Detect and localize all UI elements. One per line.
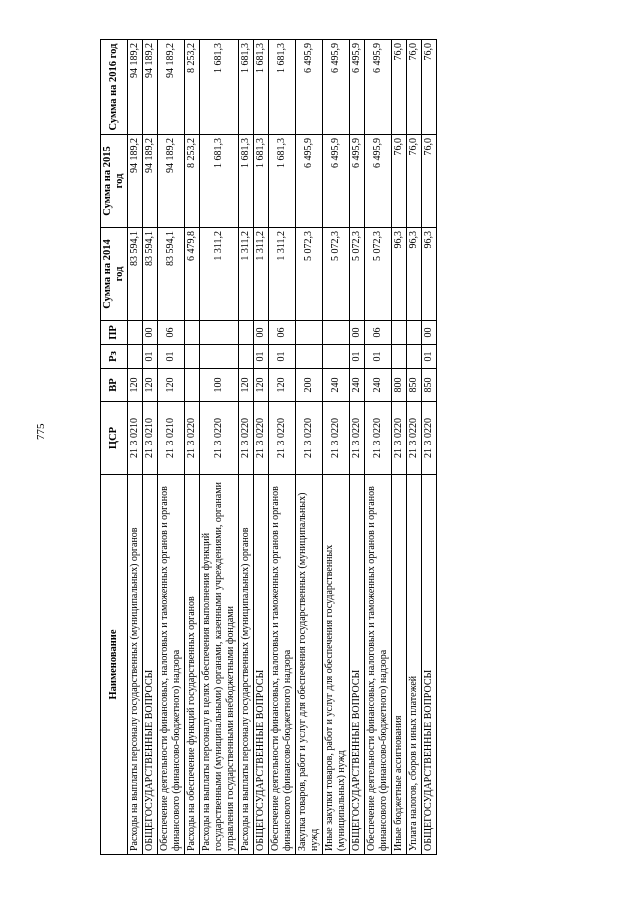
cell-name: Расходы на выплаты персоналу государственных (муниципальных) органов bbox=[239, 475, 254, 855]
cell-rz: 01 bbox=[269, 345, 296, 369]
cell-rz bbox=[296, 345, 323, 369]
cell-vr: 850 bbox=[422, 369, 437, 402]
table-row bbox=[143, 40, 158, 855]
table-row bbox=[392, 40, 407, 855]
cell-rz bbox=[407, 345, 422, 369]
cell-sum-2015: 76,0 bbox=[407, 135, 422, 228]
cell-sum-2014: 6 479,8 bbox=[185, 228, 200, 321]
cell-sum-2015: 94 189,2 bbox=[143, 135, 158, 228]
cell-sum-2015: 1 681,3 bbox=[269, 135, 296, 228]
table-row bbox=[254, 40, 269, 855]
cell-pr bbox=[239, 321, 254, 345]
cell-rz bbox=[128, 345, 143, 369]
cell-name: Расходы на обеспечение функций государственных органов bbox=[185, 475, 200, 855]
cell-csr: 21 3 0210 bbox=[143, 402, 158, 475]
header-rz: Рз bbox=[101, 345, 128, 369]
cell-name: Иные бюджетные ассигнования bbox=[392, 475, 407, 855]
cell-name: Обеспечение деятельности финансовых, налоговых и таможенных органов и органов финансового (финансово-бюджетного) надзора bbox=[365, 475, 392, 855]
cell-rz bbox=[323, 345, 350, 369]
table-row bbox=[323, 40, 350, 855]
cell-vr bbox=[185, 369, 200, 402]
cell-sum-2015: 76,0 bbox=[422, 135, 437, 228]
cell-csr: 21 3 0220 bbox=[323, 402, 350, 475]
cell-vr: 120 bbox=[158, 369, 185, 402]
cell-name: Иные закупки товаров, работ и услуг для обеспечения государственных (муниципальных) нужд bbox=[323, 475, 350, 855]
cell-name: ОБЩЕГОСУДАРСТВЕННЫЕ ВОПРОСЫ bbox=[254, 475, 269, 855]
cell-vr: 800 bbox=[392, 369, 407, 402]
cell-rz bbox=[185, 345, 200, 369]
cell-rz bbox=[200, 345, 239, 369]
rotated-table-container bbox=[100, 40, 437, 855]
table-row bbox=[422, 40, 437, 855]
cell-pr bbox=[392, 321, 407, 345]
cell-sum-2016: 76,0 bbox=[392, 40, 407, 135]
table-header-row bbox=[101, 40, 128, 855]
cell-name: ОБЩЕГОСУДАРСТВЕННЫЕ ВОПРОСЫ bbox=[422, 475, 437, 855]
cell-name: Обеспечение деятельности финансовых, налоговых и таможенных органов и органов финансового (финансово-бюджетного) надзора bbox=[269, 475, 296, 855]
cell-name: Уплата налогов, сборов и иных платежей bbox=[407, 475, 422, 855]
cell-sum-2014: 5 072,3 bbox=[323, 228, 350, 321]
cell-sum-2016: 94 189,2 bbox=[143, 40, 158, 135]
cell-sum-2016: 1 681,3 bbox=[239, 40, 254, 135]
cell-name: ОБЩЕГОСУДАРСТВЕННЫЕ ВОПРОСЫ bbox=[143, 475, 158, 855]
cell-sum-2014: 83 594,1 bbox=[128, 228, 143, 321]
cell-sum-2014: 83 594,1 bbox=[143, 228, 158, 321]
cell-csr: 21 3 0220 bbox=[185, 402, 200, 475]
cell-rz bbox=[239, 345, 254, 369]
cell-rz: 01 bbox=[254, 345, 269, 369]
cell-csr: 21 3 0220 bbox=[296, 402, 323, 475]
table-row bbox=[269, 40, 296, 855]
cell-vr: 120 bbox=[254, 369, 269, 402]
cell-name: Расходы на выплаты персоналу в целях обеспечения выполнения функций государственными (муниципальными) органами, казенными учреждениями, органами управления государственными внебюджетными фондами bbox=[200, 475, 239, 855]
cell-pr: 06 bbox=[269, 321, 296, 345]
cell-rz: 01 bbox=[143, 345, 158, 369]
cell-vr: 850 bbox=[407, 369, 422, 402]
cell-vr: 240 bbox=[323, 369, 350, 402]
header-csr: ЦСР bbox=[101, 402, 128, 475]
cell-pr bbox=[185, 321, 200, 345]
cell-sum-2014: 96,3 bbox=[422, 228, 437, 321]
cell-pr: 00 bbox=[254, 321, 269, 345]
cell-rz bbox=[392, 345, 407, 369]
cell-vr: 200 bbox=[296, 369, 323, 402]
cell-vr: 120 bbox=[269, 369, 296, 402]
cell-sum-2016: 94 189,2 bbox=[128, 40, 143, 135]
cell-sum-2014: 83 594,1 bbox=[158, 228, 185, 321]
cell-pr bbox=[296, 321, 323, 345]
cell-sum-2014: 96,3 bbox=[407, 228, 422, 321]
cell-sum-2014: 1 311,2 bbox=[254, 228, 269, 321]
cell-csr: 21 3 0210 bbox=[158, 402, 185, 475]
cell-sum-2016: 6 495,9 bbox=[365, 40, 392, 135]
page-number: 775 bbox=[35, 423, 47, 440]
cell-pr: 06 bbox=[158, 321, 185, 345]
cell-name: Расходы на выплаты персоналу государственных (муниципальных) органов bbox=[128, 475, 143, 855]
cell-pr: 00 bbox=[143, 321, 158, 345]
cell-sum-2014: 5 072,3 bbox=[365, 228, 392, 321]
cell-vr: 120 bbox=[143, 369, 158, 402]
header-vr: ВР bbox=[101, 369, 128, 402]
cell-sum-2014: 5 072,3 bbox=[296, 228, 323, 321]
cell-name: Обеспечение деятельности финансовых, налоговых и таможенных органов и органов финансового (финансово-бюджетного) надзора bbox=[158, 475, 185, 855]
cell-rz: 01 bbox=[365, 345, 392, 369]
cell-csr: 21 3 0220 bbox=[269, 402, 296, 475]
cell-sum-2016: 76,0 bbox=[407, 40, 422, 135]
cell-pr: 06 bbox=[365, 321, 392, 345]
cell-sum-2015: 6 495,9 bbox=[296, 135, 323, 228]
cell-name: Закупка товаров, работ и услуг для обеспечения государственных (муниципальных) нужд bbox=[296, 475, 323, 855]
cell-sum-2015: 94 189,2 bbox=[158, 135, 185, 228]
cell-csr: 21 3 0220 bbox=[407, 402, 422, 475]
cell-sum-2014: 1 311,2 bbox=[200, 228, 239, 321]
budget-table bbox=[100, 39, 437, 855]
cell-sum-2016: 76,0 bbox=[422, 40, 437, 135]
table-row bbox=[200, 40, 239, 855]
cell-sum-2016: 6 495,9 bbox=[323, 40, 350, 135]
cell-sum-2015: 6 495,9 bbox=[365, 135, 392, 228]
cell-sum-2016: 1 681,3 bbox=[200, 40, 239, 135]
table-row bbox=[350, 40, 365, 855]
cell-csr: 21 3 0220 bbox=[350, 402, 365, 475]
cell-csr: 21 3 0220 bbox=[254, 402, 269, 475]
cell-pr bbox=[200, 321, 239, 345]
cell-csr: 21 3 0210 bbox=[128, 402, 143, 475]
cell-name: ОБЩЕГОСУДАРСТВЕННЫЕ ВОПРОСЫ bbox=[350, 475, 365, 855]
cell-pr bbox=[407, 321, 422, 345]
cell-sum-2016: 8 253,2 bbox=[185, 40, 200, 135]
cell-csr: 21 3 0220 bbox=[365, 402, 392, 475]
cell-sum-2015: 76,0 bbox=[392, 135, 407, 228]
cell-rz: 01 bbox=[350, 345, 365, 369]
cell-sum-2015: 8 253,2 bbox=[185, 135, 200, 228]
cell-sum-2016: 1 681,3 bbox=[269, 40, 296, 135]
cell-csr: 21 3 0220 bbox=[422, 402, 437, 475]
cell-sum-2014: 1 311,2 bbox=[239, 228, 254, 321]
cell-vr: 120 bbox=[128, 369, 143, 402]
table-row bbox=[128, 40, 143, 855]
cell-csr: 21 3 0220 bbox=[239, 402, 254, 475]
header-name: Наименование bbox=[101, 475, 128, 855]
cell-sum-2014: 1 311,2 bbox=[269, 228, 296, 321]
cell-csr: 21 3 0220 bbox=[200, 402, 239, 475]
cell-pr bbox=[128, 321, 143, 345]
cell-sum-2015: 6 495,9 bbox=[323, 135, 350, 228]
header-pr: ПР bbox=[101, 321, 128, 345]
cell-sum-2016: 94 189,2 bbox=[158, 40, 185, 135]
cell-sum-2015: 1 681,3 bbox=[254, 135, 269, 228]
cell-sum-2016: 6 495,9 bbox=[296, 40, 323, 135]
cell-sum-2014: 5 072,3 bbox=[350, 228, 365, 321]
cell-vr: 240 bbox=[365, 369, 392, 402]
header-sum-2015: Сумма на 2015 год bbox=[101, 135, 128, 228]
cell-rz: 01 bbox=[422, 345, 437, 369]
cell-rz: 01 bbox=[158, 345, 185, 369]
table-row bbox=[185, 40, 200, 855]
cell-sum-2015: 1 681,3 bbox=[239, 135, 254, 228]
table-row bbox=[365, 40, 392, 855]
header-sum-2014: Сумма на 2014 год bbox=[101, 228, 128, 321]
table-row bbox=[158, 40, 185, 855]
cell-sum-2015: 94 189,2 bbox=[128, 135, 143, 228]
cell-sum-2015: 1 681,3 bbox=[200, 135, 239, 228]
cell-pr bbox=[323, 321, 350, 345]
cell-vr: 100 bbox=[200, 369, 239, 402]
header-sum-2016: Сумма на 2016 год bbox=[101, 40, 128, 135]
cell-sum-2015: 6 495,9 bbox=[350, 135, 365, 228]
table-row bbox=[239, 40, 254, 855]
cell-csr: 21 3 0220 bbox=[392, 402, 407, 475]
cell-sum-2014: 96,3 bbox=[392, 228, 407, 321]
cell-pr: 00 bbox=[350, 321, 365, 345]
cell-sum-2016: 1 681,3 bbox=[254, 40, 269, 135]
table-row bbox=[407, 40, 422, 855]
table-row bbox=[296, 40, 323, 855]
cell-vr: 120 bbox=[239, 369, 254, 402]
cell-pr: 00 bbox=[422, 321, 437, 345]
cell-sum-2016: 6 495,9 bbox=[350, 40, 365, 135]
cell-vr: 240 bbox=[350, 369, 365, 402]
